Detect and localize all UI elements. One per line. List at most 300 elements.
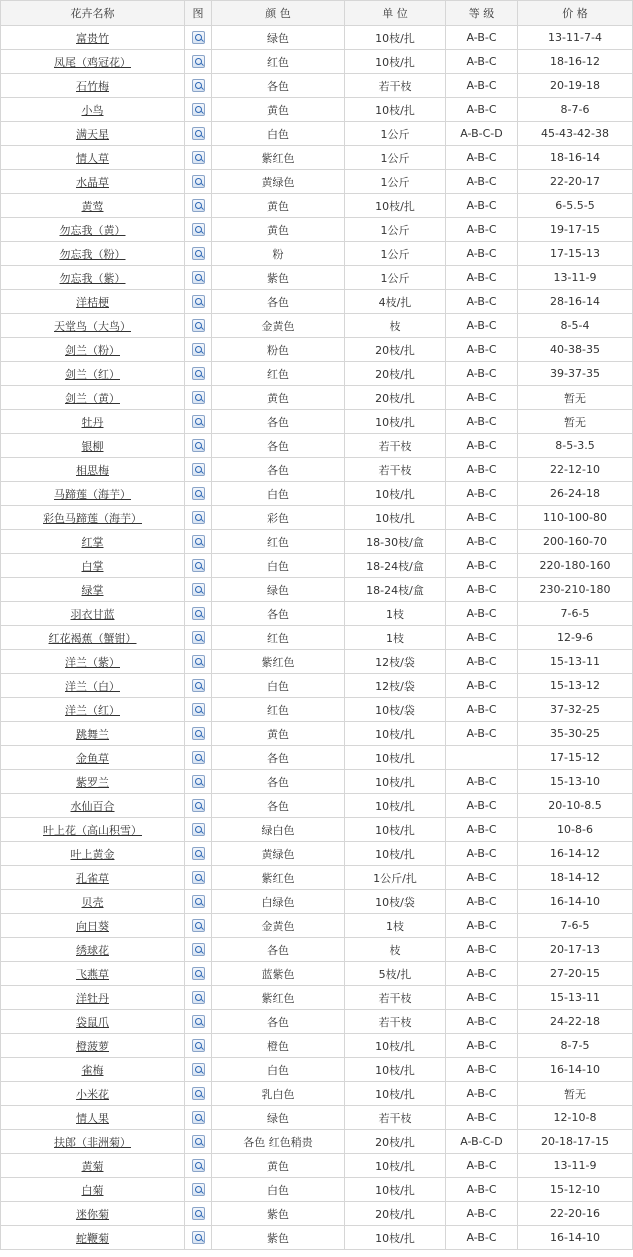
image-cell — [185, 458, 212, 482]
price-cell: 18-14-12 — [518, 866, 633, 890]
unit-cell: 1公斤 — [345, 242, 446, 266]
color-cell: 绿白色 — [212, 818, 345, 842]
magnifier-icon[interactable] — [192, 127, 205, 140]
price-cell: 15-12-10 — [518, 1178, 633, 1202]
color-cell: 乳白色 — [212, 1082, 345, 1106]
table-row — [1, 242, 633, 266]
flower-name-link[interactable]: 扶郎（非洲菊） — [54, 1135, 131, 1149]
color-cell: 黄色 — [212, 386, 345, 410]
flower-name-cell — [1, 770, 185, 794]
price-cell: 17-15-13 — [518, 242, 633, 266]
unit-cell: 20枝/扎 — [345, 1202, 446, 1226]
magnifier-icon[interactable] — [192, 343, 205, 356]
unit-cell: 10枝/扎 — [345, 842, 446, 866]
flower-name-link[interactable]: 勿忘我（紫） — [59, 271, 126, 285]
flower-name-link[interactable]: 剑兰（粉） — [65, 343, 120, 357]
price-cell: 20-19-18 — [518, 74, 633, 98]
magnifier-icon[interactable] — [192, 871, 205, 884]
table-row — [1, 1106, 633, 1130]
magnifier-icon[interactable] — [192, 151, 205, 164]
flower-name-link[interactable]: 绣球花 — [76, 943, 109, 957]
color-cell: 紫色 — [212, 1202, 345, 1226]
unit-cell: 10枝/扎 — [345, 1034, 446, 1058]
image-cell — [185, 626, 212, 650]
flower-name-link[interactable]: 叶上花（高山积雪） — [43, 823, 142, 837]
flower-name-link[interactable]: 勿忘我（黄） — [59, 223, 126, 237]
magnifier-icon[interactable] — [192, 79, 205, 92]
grade-cell: A-B-C-D — [446, 1130, 518, 1154]
grade-cell: A-B-C — [446, 170, 518, 194]
header-price: 价 格 — [518, 1, 633, 26]
price-cell: 22-20-17 — [518, 170, 633, 194]
table-row — [1, 218, 633, 242]
table-row — [1, 530, 633, 554]
flower-name-link[interactable]: 洋兰（紫） — [65, 655, 120, 669]
color-cell: 彩色 — [212, 506, 345, 530]
unit-cell: 5枝/扎 — [345, 962, 446, 986]
grade-cell: A-B-C — [446, 218, 518, 242]
table-row — [1, 674, 633, 698]
magnifier-icon[interactable] — [192, 703, 205, 716]
table-row — [1, 410, 633, 434]
magnifier-icon[interactable] — [192, 1231, 205, 1244]
color-cell: 各色 — [212, 794, 345, 818]
flower-name-link[interactable]: 跳舞兰 — [76, 727, 109, 741]
price-cell: 暂无 — [518, 1082, 633, 1106]
table-row — [1, 554, 633, 578]
unit-cell: 1公斤 — [345, 122, 446, 146]
image-cell — [185, 26, 212, 50]
price-cell: 7-6-5 — [518, 914, 633, 938]
table-header-row — [1, 1, 633, 26]
grade-cell: A-B-C — [446, 74, 518, 98]
image-cell — [185, 818, 212, 842]
flower-name-link[interactable]: 小鸟 — [81, 103, 104, 117]
grade-cell: A-B-C — [446, 266, 518, 290]
magnifier-icon[interactable] — [192, 1135, 205, 1148]
flower-name-cell — [1, 842, 185, 866]
magnifier-icon[interactable] — [192, 295, 205, 308]
grade-cell: A-B-C — [446, 1154, 518, 1178]
magnifier-icon[interactable] — [192, 1207, 205, 1220]
flower-name-link[interactable]: 剑兰（黄） — [65, 391, 120, 405]
flower-name-cell — [1, 674, 185, 698]
magnifier-icon[interactable] — [192, 943, 205, 956]
grade-cell: A-B-C — [446, 890, 518, 914]
image-cell — [185, 218, 212, 242]
flower-name-link[interactable]: 石竹梅 — [76, 79, 109, 93]
magnifier-icon[interactable] — [192, 823, 205, 836]
unit-cell: 若干枝 — [345, 986, 446, 1010]
flower-name-link[interactable]: 羽衣甘蓝 — [70, 607, 115, 621]
magnifier-icon[interactable] — [192, 1063, 205, 1076]
magnifier-icon[interactable] — [192, 991, 205, 1004]
magnifier-icon[interactable] — [192, 31, 205, 44]
flower-name-link[interactable]: 金鱼草 — [76, 751, 109, 765]
image-cell — [185, 866, 212, 890]
flower-name-link[interactable]: 洋桔梗 — [76, 295, 109, 309]
magnifier-icon[interactable] — [192, 1111, 205, 1124]
magnifier-icon[interactable] — [192, 1039, 205, 1052]
grade-cell: A-B-C — [446, 194, 518, 218]
magnifier-icon[interactable] — [192, 751, 205, 764]
grade-cell: A-B-C — [446, 530, 518, 554]
header-grade: 等 级 — [446, 1, 518, 26]
table-row — [1, 386, 633, 410]
color-cell: 各色 — [212, 410, 345, 434]
flower-name-link[interactable]: 白菊 — [81, 1183, 104, 1197]
grade-cell: A-B-C — [446, 698, 518, 722]
color-cell: 各色 — [212, 1010, 345, 1034]
flower-name-link[interactable]: 紫罗兰 — [76, 775, 109, 789]
flower-name-cell — [1, 938, 185, 962]
magnifier-icon[interactable] — [192, 487, 205, 500]
flower-name-link[interactable]: 银柳 — [81, 439, 104, 453]
flower-name-cell — [1, 746, 185, 770]
magnifier-icon[interactable] — [192, 775, 205, 788]
flower-name-link[interactable]: 洋兰（红） — [65, 703, 120, 717]
flower-name-cell — [1, 362, 185, 386]
magnifier-icon[interactable] — [192, 799, 205, 812]
color-cell: 黄色 — [212, 98, 345, 122]
flower-name-cell — [1, 890, 185, 914]
unit-cell: 20枝/扎 — [345, 338, 446, 362]
header-unit: 单 位 — [345, 1, 446, 26]
flower-name-cell — [1, 962, 185, 986]
grade-cell: A-B-C — [446, 938, 518, 962]
price-cell: 6-5.5-5 — [518, 194, 633, 218]
image-cell — [185, 1082, 212, 1106]
magnifier-icon[interactable] — [192, 1015, 205, 1028]
flower-name-link[interactable]: 绿掌 — [81, 583, 104, 597]
flower-name-cell — [1, 98, 185, 122]
grade-cell: A-B-C — [446, 842, 518, 866]
magnifier-icon[interactable] — [192, 367, 205, 380]
table-row — [1, 146, 633, 170]
price-cell: 24-22-18 — [518, 1010, 633, 1034]
price-cell: 15-13-11 — [518, 650, 633, 674]
image-cell — [185, 266, 212, 290]
price-cell: 15-13-10 — [518, 770, 633, 794]
color-cell: 绿色 — [212, 578, 345, 602]
price-cell: 22-12-10 — [518, 458, 633, 482]
flower-name-cell — [1, 530, 185, 554]
flower-name-cell — [1, 914, 185, 938]
unit-cell: 10枝/扎 — [345, 506, 446, 530]
flower-name-link[interactable]: 凤尾（鸡冠花） — [54, 55, 131, 69]
price-cell: 16-14-12 — [518, 842, 633, 866]
table-row — [1, 842, 633, 866]
price-cell: 200-160-70 — [518, 530, 633, 554]
magnifier-icon[interactable] — [192, 655, 205, 668]
flower-name-cell — [1, 818, 185, 842]
magnifier-icon[interactable] — [192, 463, 205, 476]
color-cell: 各色 — [212, 746, 345, 770]
color-cell: 白色 — [212, 1178, 345, 1202]
image-cell — [185, 554, 212, 578]
color-cell: 各色 — [212, 770, 345, 794]
flower-name-cell — [1, 458, 185, 482]
grade-cell: A-B-C — [446, 770, 518, 794]
unit-cell: 10枝/扎 — [345, 482, 446, 506]
unit-cell: 10枝/扎 — [345, 98, 446, 122]
flower-name-link[interactable]: 洋兰（白） — [65, 679, 120, 693]
table-row — [1, 458, 633, 482]
price-cell: 39-37-35 — [518, 362, 633, 386]
color-cell: 黄色 — [212, 1154, 345, 1178]
table-row — [1, 98, 633, 122]
color-cell: 金黄色 — [212, 314, 345, 338]
magnifier-icon[interactable] — [192, 103, 205, 116]
flower-name-link[interactable]: 情人草 — [76, 151, 109, 165]
flower-name-link[interactable]: 雀梅 — [81, 1063, 104, 1077]
image-cell — [185, 98, 212, 122]
table-row — [1, 578, 633, 602]
magnifier-icon[interactable] — [192, 247, 205, 260]
color-cell: 黄色 — [212, 722, 345, 746]
grade-cell: A-B-C — [446, 554, 518, 578]
price-cell: 28-16-14 — [518, 290, 633, 314]
flower-name-link[interactable]: 向日葵 — [76, 919, 109, 933]
image-cell — [185, 410, 212, 434]
color-cell: 各色 — [212, 434, 345, 458]
grade-cell: A-B-C — [446, 794, 518, 818]
flower-name-link[interactable]: 天堂鸟（大鸟） — [54, 319, 131, 333]
color-cell: 各色 红色稍贵 — [212, 1130, 345, 1154]
color-cell: 红色 — [212, 530, 345, 554]
flower-name-cell — [1, 314, 185, 338]
flower-name-link[interactable]: 蛇鞭菊 — [76, 1231, 109, 1245]
flower-name-link[interactable]: 孔雀草 — [76, 871, 109, 885]
flower-name-cell — [1, 218, 185, 242]
magnifier-icon[interactable] — [192, 439, 205, 452]
magnifier-icon[interactable] — [192, 607, 205, 620]
grade-cell — [446, 746, 518, 770]
table-row — [1, 170, 633, 194]
magnifier-icon[interactable] — [192, 511, 205, 524]
flower-name-link[interactable]: 牡丹 — [81, 415, 104, 429]
flower-name-link[interactable]: 剑兰（红） — [65, 367, 120, 381]
magnifier-icon[interactable] — [192, 1183, 205, 1196]
flower-name-link[interactable]: 贝壳 — [81, 895, 104, 909]
flower-name-link[interactable]: 满天星 — [76, 127, 109, 141]
table-row — [1, 314, 633, 338]
unit-cell: 10枝/扎 — [345, 1082, 446, 1106]
image-cell — [185, 698, 212, 722]
grade-cell: A-B-C — [446, 314, 518, 338]
color-cell: 白绿色 — [212, 890, 345, 914]
unit-cell: 10枝/扎 — [345, 746, 446, 770]
image-cell — [185, 362, 212, 386]
magnifier-icon[interactable] — [192, 559, 205, 572]
grade-cell: A-B-C — [446, 722, 518, 746]
magnifier-icon[interactable] — [192, 895, 205, 908]
table-row — [1, 122, 633, 146]
color-cell: 紫色 — [212, 266, 345, 290]
flower-name-link[interactable]: 迷你菊 — [76, 1207, 109, 1221]
color-cell: 紫红色 — [212, 866, 345, 890]
table-row — [1, 290, 633, 314]
image-cell — [185, 746, 212, 770]
grade-cell: A-B-C — [446, 146, 518, 170]
magnifier-icon[interactable] — [192, 223, 205, 236]
flower-name-link[interactable]: 水仙百合 — [70, 799, 115, 813]
color-cell: 红色 — [212, 698, 345, 722]
flower-name-cell — [1, 1154, 185, 1178]
unit-cell: 1枝 — [345, 914, 446, 938]
flower-name-cell — [1, 338, 185, 362]
grade-cell: A-B-C — [446, 1010, 518, 1034]
magnifier-icon[interactable] — [192, 391, 205, 404]
flower-name-cell — [1, 1010, 185, 1034]
magnifier-icon[interactable] — [192, 919, 205, 932]
magnifier-icon[interactable] — [192, 583, 205, 596]
magnifier-icon[interactable] — [192, 1087, 205, 1100]
price-cell: 10-8-6 — [518, 818, 633, 842]
magnifier-icon[interactable] — [192, 415, 205, 428]
flower-name-link[interactable]: 情人果 — [76, 1111, 109, 1125]
image-cell — [185, 1226, 212, 1250]
flower-name-link[interactable]: 马蹄莲（海芋） — [54, 487, 131, 501]
table-row — [1, 362, 633, 386]
color-cell: 紫红色 — [212, 146, 345, 170]
unit-cell: 1枝 — [345, 626, 446, 650]
price-cell: 8-5-4 — [518, 314, 633, 338]
unit-cell: 12枝/袋 — [345, 650, 446, 674]
image-cell — [185, 338, 212, 362]
price-cell: 20-10-8.5 — [518, 794, 633, 818]
color-cell: 紫色 — [212, 1226, 345, 1250]
magnifier-icon[interactable] — [192, 727, 205, 740]
flower-name-link[interactable]: 小米花 — [76, 1087, 109, 1101]
grade-cell: A-B-C — [446, 386, 518, 410]
flower-name-link[interactable]: 白掌 — [81, 559, 104, 573]
grade-cell: A-B-C — [446, 410, 518, 434]
flower-name-cell — [1, 1226, 185, 1250]
table-row — [1, 650, 633, 674]
image-cell — [185, 1130, 212, 1154]
image-cell — [185, 1178, 212, 1202]
grade-cell: A-B-C — [446, 1226, 518, 1250]
color-cell: 蓝紫色 — [212, 962, 345, 986]
unit-cell: 若干枝 — [345, 1010, 446, 1034]
image-cell — [185, 170, 212, 194]
table-row — [1, 50, 633, 74]
unit-cell: 若干枝 — [345, 1106, 446, 1130]
flower-name-link[interactable]: 富贵竹 — [76, 31, 109, 45]
flower-name-link[interactable]: 黄菊 — [81, 1159, 104, 1173]
unit-cell: 10枝/扎 — [345, 50, 446, 74]
unit-cell: 1公斤 — [345, 146, 446, 170]
table-row — [1, 890, 633, 914]
unit-cell: 10枝/扎 — [345, 410, 446, 434]
flower-name-cell — [1, 194, 185, 218]
table-row — [1, 698, 633, 722]
magnifier-icon[interactable] — [192, 55, 205, 68]
flower-name-cell — [1, 1034, 185, 1058]
unit-cell: 10枝/袋 — [345, 698, 446, 722]
magnifier-icon[interactable] — [192, 847, 205, 860]
color-cell: 绿色 — [212, 26, 345, 50]
unit-cell: 10枝/袋 — [345, 890, 446, 914]
grade-cell: A-B-C — [446, 1034, 518, 1058]
grade-cell: A-B-C — [446, 50, 518, 74]
magnifier-icon[interactable] — [192, 319, 205, 332]
price-cell: 8-7-5 — [518, 1034, 633, 1058]
price-cell: 16-14-10 — [518, 1226, 633, 1250]
magnifier-icon[interactable] — [192, 1159, 205, 1172]
flower-name-link[interactable]: 洋牡丹 — [76, 991, 109, 1005]
unit-cell: 10枝/扎 — [345, 794, 446, 818]
flower-name-link[interactable]: 相思梅 — [76, 463, 109, 477]
magnifier-icon[interactable] — [192, 679, 205, 692]
grade-cell: A-B-C — [446, 362, 518, 386]
flower-name-cell — [1, 146, 185, 170]
price-cell: 27-20-15 — [518, 962, 633, 986]
flower-name-link[interactable]: 勿忘我（粉） — [59, 247, 126, 261]
flower-name-link[interactable]: 飞燕草 — [76, 967, 109, 981]
image-cell — [185, 842, 212, 866]
flower-name-link[interactable]: 红花褐蕉（蟹钳） — [48, 631, 137, 645]
price-cell: 15-13-11 — [518, 986, 633, 1010]
grade-cell: A-B-C — [446, 458, 518, 482]
unit-cell: 10枝/扎 — [345, 1178, 446, 1202]
magnifier-icon[interactable] — [192, 175, 205, 188]
flower-name-link[interactable]: 叶上黄金 — [70, 847, 115, 861]
grade-cell: A-B-C — [446, 1082, 518, 1106]
flower-name-link[interactable]: 水晶草 — [76, 175, 109, 189]
image-cell — [185, 194, 212, 218]
price-cell: 暂无 — [518, 410, 633, 434]
image-cell — [185, 602, 212, 626]
unit-cell: 1公斤 — [345, 170, 446, 194]
magnifier-icon[interactable] — [192, 631, 205, 644]
flower-name-link[interactable]: 橙菠萝 — [76, 1039, 109, 1053]
table-row — [1, 1202, 633, 1226]
price-cell: 8-5-3.5 — [518, 434, 633, 458]
unit-cell: 18-24枝/盒 — [345, 578, 446, 602]
grade-cell: A-B-C — [446, 818, 518, 842]
flower-name-link[interactable]: 彩色马蹄莲（海芋） — [43, 511, 142, 525]
magnifier-icon[interactable] — [192, 967, 205, 980]
unit-cell: 20枝/扎 — [345, 1130, 446, 1154]
table-body — [1, 26, 633, 1250]
magnifier-icon[interactable] — [192, 535, 205, 548]
color-cell: 粉 — [212, 242, 345, 266]
flower-name-link[interactable]: 红掌 — [81, 535, 104, 549]
image-cell — [185, 890, 212, 914]
color-cell: 紫红色 — [212, 650, 345, 674]
unit-cell: 枝 — [345, 938, 446, 962]
flower-name-cell — [1, 698, 185, 722]
grade-cell: A-B-C — [446, 434, 518, 458]
price-cell: 13-11-9 — [518, 266, 633, 290]
magnifier-icon[interactable] — [192, 199, 205, 212]
table-row — [1, 1226, 633, 1250]
magnifier-icon[interactable] — [192, 271, 205, 284]
flower-name-link[interactable]: 袋鼠爪 — [76, 1015, 109, 1029]
color-cell: 白色 — [212, 482, 345, 506]
grade-cell: A-B-C — [446, 482, 518, 506]
flower-name-link[interactable]: 黄莺 — [81, 199, 104, 213]
image-cell — [185, 770, 212, 794]
flower-name-cell — [1, 1082, 185, 1106]
color-cell: 黄色 — [212, 218, 345, 242]
image-cell — [185, 914, 212, 938]
table-row — [1, 794, 633, 818]
table-row — [1, 626, 633, 650]
grade-cell: A-B-C — [446, 1058, 518, 1082]
